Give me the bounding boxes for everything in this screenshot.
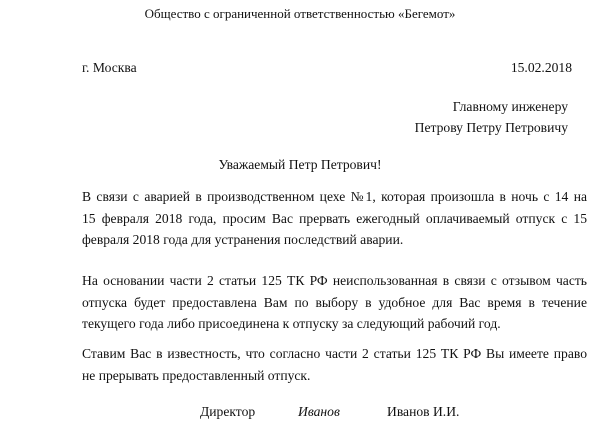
paragraph-recall — [82, 186, 587, 251]
signer-name: Иванов И.И. — [387, 404, 460, 419]
paragraph-line: В связи с аварией в производственном цехе №1, которая произошла в ночь с 14 на — [82, 189, 587, 204]
signature: Иванов — [298, 404, 340, 419]
paragraph-line: февраля 2018 года для устранения последствий аварии. — [82, 232, 404, 247]
paragraph-legal-basis — [82, 270, 587, 335]
paragraph-line: текущего года либо присоединена к отпуску за следующий рабочий год. — [82, 316, 501, 331]
addressee-name: Петрову Петру Петровичу — [414, 120, 568, 135]
letter-date: 15.02.2018 — [510, 60, 572, 75]
paragraph-line: Ставим Вас в известность, что согласно части 2 статьи 125 ТК РФ Вы имеете право — [82, 346, 587, 361]
signer-position: Директор — [200, 404, 256, 419]
paragraph-line: отпуска будет предоставлена Вам по выбору в удобное для Вас время в течение — [82, 294, 587, 310]
city: г. Москва — [82, 60, 137, 75]
greeting: Уважаемый Петр Петрович! — [218, 157, 382, 172]
paragraph-line: не прерывать предоставленный отпуск. — [82, 367, 311, 383]
paragraph-line: На основании части 2 статьи 125 ТК РФ неиспользованная в связи с отзывом часть — [82, 273, 587, 288]
addressee-position: Главному инженеру — [452, 99, 568, 114]
paragraph-right-notice — [82, 343, 587, 386]
paragraph-line: 15 февраля 2018 года, просим Вас прервать ежегодный оплачиваемый отпуск с 15 — [82, 210, 587, 226]
organization-name: Общество с ограниченной ответственностью «Бегемот» — [144, 6, 456, 21]
